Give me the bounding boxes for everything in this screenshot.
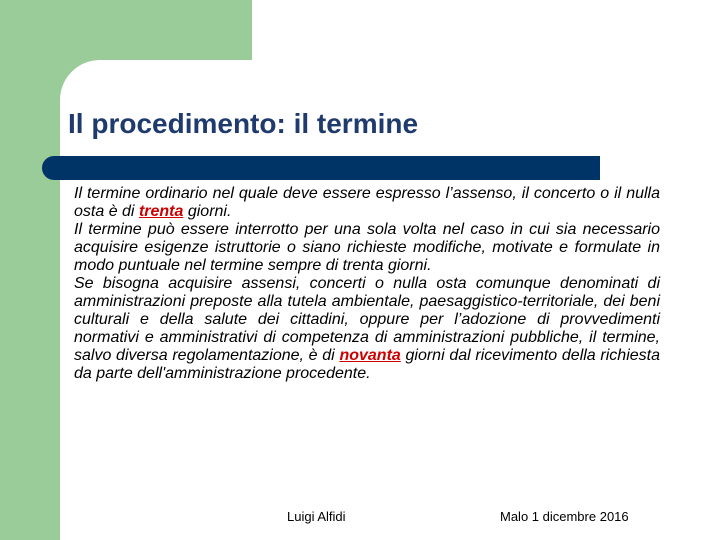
paragraph-text: giorni. bbox=[183, 203, 232, 220]
title-underline-bar bbox=[42, 156, 600, 180]
paragraph-text: giorni dal ricevimento della richiesta da parte dell'amministrazione procedente. bbox=[74, 347, 660, 382]
footer-author: Luigi Alfidi bbox=[287, 509, 346, 524]
paragraph-term-interruption: Il termine può essere interrotto per una sola volta nel caso in cui sia necessario acquisire esigenze istruttorie o siano richieste modifiche, motivate e formulate in modo puntuale nel termine sempre di trenta giorni. bbox=[74, 221, 660, 274]
slide-title: Il procedimento: il termine bbox=[68, 108, 419, 139]
paragraph-text: Se bisogna acquisire assensi, concerti o nulla osta comunque denominati di amministrazioni preposte alla tutela ambientale, paesaggistico-territoriale, dei beni culturali e della salute dei cittadini, oppure per l’adozione di provvedimenti normativi e amministrativi di competenza di amministrazioni pubbliche, il termine, salvo diversa regolamentazione, è di bbox=[74, 275, 660, 364]
slide-body bbox=[74, 185, 660, 383]
highlight-novanta: novanta bbox=[339, 347, 401, 364]
paragraph-text: Il termine ordinario nel quale deve essere espresso l’assenso, il concerto o il nulla osta è di bbox=[74, 185, 660, 220]
footer-date: Malo 1 dicembre 2016 bbox=[500, 509, 629, 524]
paragraph-term-ordinary bbox=[74, 185, 660, 221]
paragraph-term-special bbox=[74, 275, 660, 383]
highlight-trenta: trenta bbox=[138, 203, 184, 220]
